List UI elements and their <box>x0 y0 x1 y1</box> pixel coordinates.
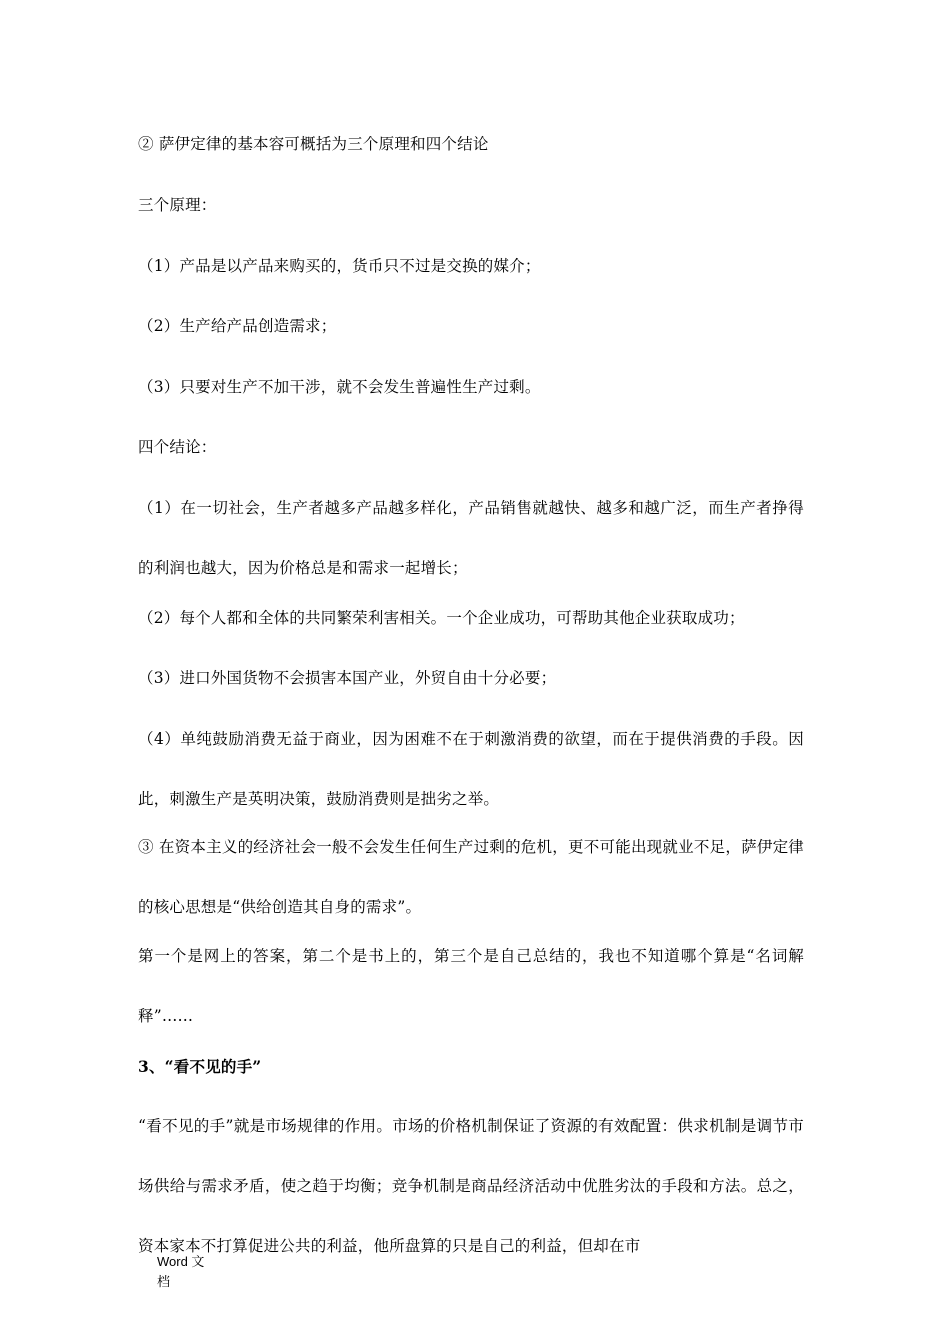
paragraph-four-conclusions-heading: 四个结论： <box>138 438 217 456</box>
footer-line-1: Word 文 <box>157 1254 205 1269</box>
footer-line-2: 档 <box>157 1274 171 1289</box>
paragraph-core-idea: ③ 在资本主义的经济社会一般不会发生任何生产过剩的危机，更不可能出现就业不足，萨伊定律的核心思想是“供给创造其自身的需求”。 <box>138 838 804 916</box>
paragraph-conclusion-3: （3）进口外国货物不会损害本国产业，外贸自由十分必要； <box>138 669 557 687</box>
paragraph-author-note: 第一个是网上的答案，第二个是书上的，第三个是自己总结的，我也不知道哪个算是“名词解释”…… <box>138 947 804 1025</box>
paragraph-conclusion-4: （4）单纯鼓励消费无益于商业，因为困难不在于刺激消费的欲望，而在于提供消费的手段。因此，刺激生产是英明决策，鼓励消费则是拙劣之举。 <box>138 730 804 808</box>
paragraph-say-law-intro: ② 萨伊定律的基本容可概括为三个原理和四个结论 <box>138 135 489 153</box>
section-heading-invisible-hand: 3、“看不见的手” <box>138 1057 262 1076</box>
paragraph-principle-1: （1）产品是以产品来购买的，货币只不过是交换的媒介； <box>138 257 541 275</box>
paragraph-conclusion-2: （2）每个人都和全体的共同繁荣利害相关。一个企业成功，可帮助其他企业获取成功； <box>138 609 745 627</box>
paragraph-invisible-hand: “看不见的手”就是市场规律的作用。市场的价格机制保证了资源的有效配置：供求机制是调节市场供给与需求矛盾，使之趋于均衡；竞争机制是商品经济活动中优胜劣汰的手段和方法。总之，资本家本不打算促进公共的利益，他所盘算的只是自己的利益，但却在市 <box>138 1117 804 1255</box>
paragraph-conclusion-1: （1）在一切社会，生产者越多产品越多样化，产品销售就越快、越多和越广泛，而生产者挣得的利润也越大，因为价格总是和需求一起增长； <box>138 499 804 577</box>
paragraph-three-principles-heading: 三个原理： <box>138 196 217 214</box>
paragraph-principle-3: （3）只要对生产不加干涉，就不会发生普遍性生产过剩。 <box>138 378 541 396</box>
paragraph-principle-2: （2）生产给产品创造需求； <box>138 317 337 335</box>
page-footer <box>157 1252 237 1292</box>
